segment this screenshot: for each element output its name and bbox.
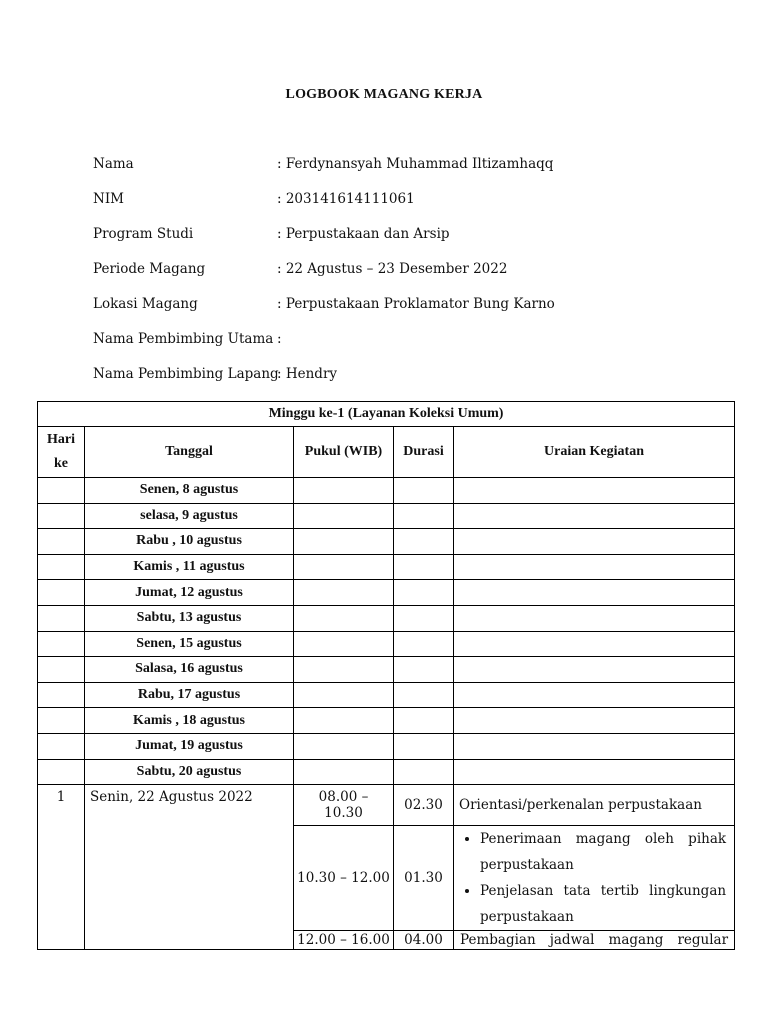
table-row <box>38 503 735 529</box>
info-value: : <box>277 331 282 347</box>
header-hari-ke <box>38 427 85 478</box>
list-item: • Penerimaan magang oleh pihak perpustakaan <box>480 826 726 878</box>
date-cell: Rabu, 17 agustus <box>85 682 294 708</box>
info-label: Nama Pembimbing Lapang <box>93 366 279 382</box>
table-row <box>38 478 735 504</box>
activity-list <box>454 826 734 930</box>
hari-ke-cell: 1 <box>38 785 85 950</box>
date-cell: Jumat, 19 agustus <box>85 733 294 759</box>
pukul-cell: 08.00 – 10.30 <box>294 785 394 826</box>
day1-date-cell: Senin, 22 Agustus 2022 <box>85 785 294 950</box>
info-value: : Ferdynansyah Muhammad Iltizamhaqq <box>277 156 554 172</box>
table-row <box>38 657 735 683</box>
table-row <box>38 708 735 734</box>
document-title: LOGBOOK MAGANG KERJA <box>285 87 483 102</box>
date-cell: Kamis , 11 agustus <box>85 554 294 580</box>
column-header-row <box>38 427 735 478</box>
table-row <box>38 733 735 759</box>
date-cell: Senen, 15 agustus <box>85 631 294 657</box>
date-cell: Senen, 8 agustus <box>85 478 294 504</box>
info-label: Nama Pembimbing Utama <box>93 331 274 347</box>
header-uraian: Uraian Kegiatan <box>454 427 735 478</box>
info-label: Periode Magang <box>93 261 206 277</box>
durasi-cell: 01.30 <box>394 826 454 931</box>
header-tanggal: Tanggal <box>85 427 294 478</box>
header-ke: ke <box>54 456 68 471</box>
date-cell: Kamis , 18 agustus <box>85 708 294 734</box>
uraian-cell <box>454 826 735 931</box>
date-cell: Sabtu, 13 agustus <box>85 605 294 631</box>
info-value: : 203141614111061 <box>277 191 415 207</box>
table-row <box>38 580 735 606</box>
list-item: • Penjelasan tata tertib lingkungan perpustakaan <box>480 878 726 930</box>
week-title: Minggu ke-1 (Layanan Koleksi Umum) <box>38 402 735 427</box>
durasi-cell: 04.00 <box>394 931 454 950</box>
info-value: : 22 Agustus – 23 Desember 2022 <box>277 261 508 277</box>
header-hari: Hari <box>47 432 75 447</box>
table-row <box>38 759 735 785</box>
info-value: : Perpustakaan dan Arsip <box>277 226 450 242</box>
info-label: Lokasi Magang <box>93 296 198 312</box>
info-label: Nama <box>93 156 134 172</box>
uraian-cell: Pembagian jadwal magang regular <box>454 931 735 950</box>
info-label: Program Studi <box>93 226 194 242</box>
table-row <box>38 682 735 708</box>
durasi-cell: 02.30 <box>394 785 454 826</box>
table-row-day1-a <box>38 785 735 826</box>
table-row <box>38 605 735 631</box>
info-label: NIM <box>93 191 124 207</box>
table-row <box>38 529 735 555</box>
pukul-cell: 10.30 – 12.00 <box>294 826 394 931</box>
info-value: : Perpustakaan Proklamator Bung Karno <box>277 296 555 312</box>
logbook-table <box>37 401 735 950</box>
uraian-cell: Orientasi/perkenalan perpustakaan <box>454 785 735 826</box>
header-pukul: Pukul (WIB) <box>294 427 394 478</box>
date-cell: Rabu , 10 agustus <box>85 529 294 555</box>
date-cell: selasa, 9 agustus <box>85 503 294 529</box>
table-row <box>38 554 735 580</box>
header-durasi: Durasi <box>394 427 454 478</box>
info-value: : Hendry <box>277 366 338 382</box>
date-cell: Salasa, 16 agustus <box>85 657 294 683</box>
date-cell: Sabtu, 20 agustus <box>85 759 294 785</box>
pukul-cell: 12.00 – 16.00 <box>294 931 394 950</box>
table-row <box>38 631 735 657</box>
date-cell: Jumat, 12 agustus <box>85 580 294 606</box>
